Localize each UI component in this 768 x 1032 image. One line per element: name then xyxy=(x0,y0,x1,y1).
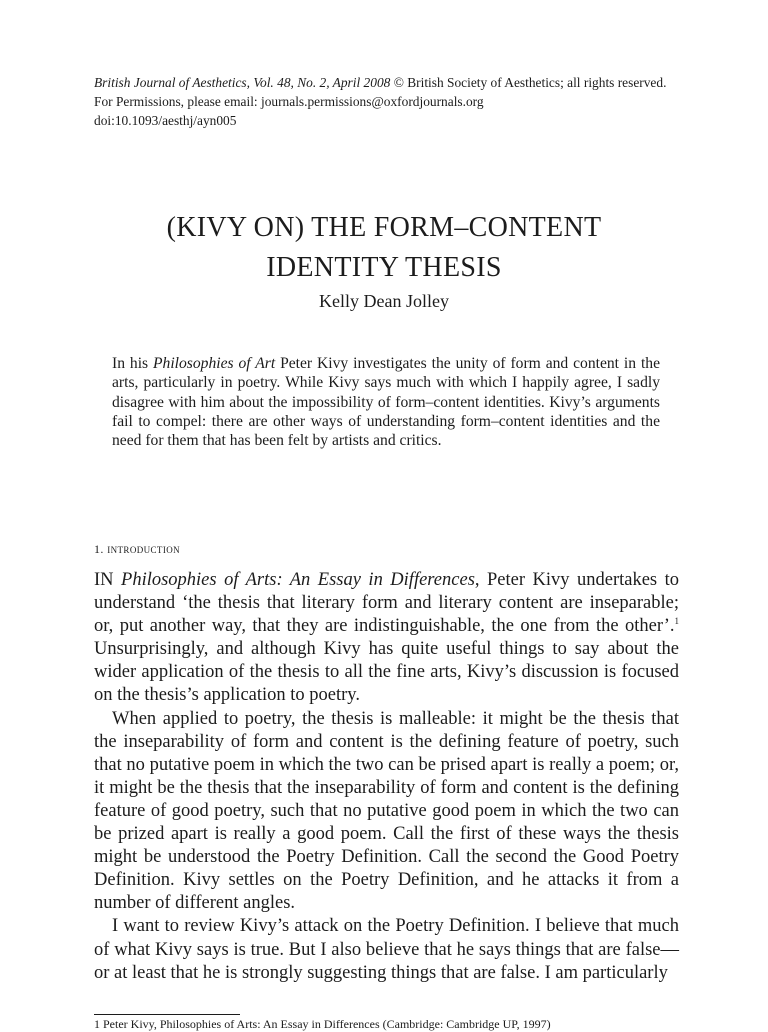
paragraph-1 xyxy=(94,569,679,708)
doi-line: doi:10.1093/aesthj/ayn005 xyxy=(94,113,237,128)
section-number: 1. xyxy=(94,542,104,556)
footnote-ref[interactable]: 1 xyxy=(674,616,679,627)
footnote-divider xyxy=(94,1014,240,1015)
copyright-text: © British Society of Aesthetics; all rights reserved. xyxy=(390,75,667,90)
journal-citation: British Journal of Aesthetics, Vol. 48, No. 2, April 2008 xyxy=(94,75,391,90)
section-heading xyxy=(94,541,180,557)
p1-book-title: Philosophies of Arts: An Essay in Differences xyxy=(121,570,475,590)
journal-header xyxy=(94,73,694,130)
author-name: Kelly Dean Jolley xyxy=(319,291,449,311)
article-title xyxy=(0,208,768,288)
citation-line xyxy=(94,73,694,92)
p1-text: , Peter Kivy undertakes to understand ‘the thesis that literary form and literary content are inseparable; or, put another way, that they are indistinguishable, the one from the other’. xyxy=(94,570,679,637)
p1-text-2: Unsurprisingly, and although Kivy has quite useful things to say about the wider application of the thesis to all the fine arts, Kivy’s discussion is focused on the thesis’s application to poetry. xyxy=(94,639,679,706)
paragraph-2: When applied to poetry, the thesis is malleable: it might be the thesis that the inseparability of form and content is the defining feature of poetry, such that no putative poem in which the two can be prised apart is really a poem; or, it might be the thesis that the inseparability of form and content is the defining feature of good poetry, such that no putative good poem in which the two can be prized apart is really a good poem. Call the first of these ways the thesis might be understood the Poetry Definition. Call the second the Good Poetry Definition. Kivy settles on the Poetry Definition, and he attacks it from a number of different angles. xyxy=(94,708,679,914)
permissions-line: For Permissions, please email: journals.permissions@oxfordjournals.org xyxy=(94,94,484,109)
p1-pre: IN xyxy=(94,570,122,590)
title-line-1: (KIVY ON) THE FORM–CONTENT xyxy=(166,212,602,243)
abstract-pre: In his xyxy=(112,355,154,372)
title-line-2: IDENTITY THESIS xyxy=(266,252,502,283)
footnote-text: 1 Peter Kivy, Philosophies of Arts: An Essay in Differences (Cambridge: Cambridge UP, 1997) xyxy=(94,1017,551,1031)
abstract xyxy=(112,354,660,450)
abstract-text: Peter Kivy investigates the unity of form and content in the arts, particularly in poetry. While Kivy says much with which I happily agree, I sadly disagree with him about the impossibility of form–content identities. Kivy’s arguments fail to compel: there are other ways of understanding form–content identities and the need for them that has been felt by artists and critics. xyxy=(112,355,661,450)
paragraph-3: I want to review Kivy’s attack on the Poetry Definition. I believe that much of what Kivy says is true. But I also believe that he says things that are false—or at least that he is strongly suggesting things that are false. I am particularly xyxy=(94,916,679,983)
abstract-book-title: Philosophies of Art xyxy=(153,355,276,372)
body-text xyxy=(94,569,679,985)
section-title: introduction xyxy=(107,541,181,556)
